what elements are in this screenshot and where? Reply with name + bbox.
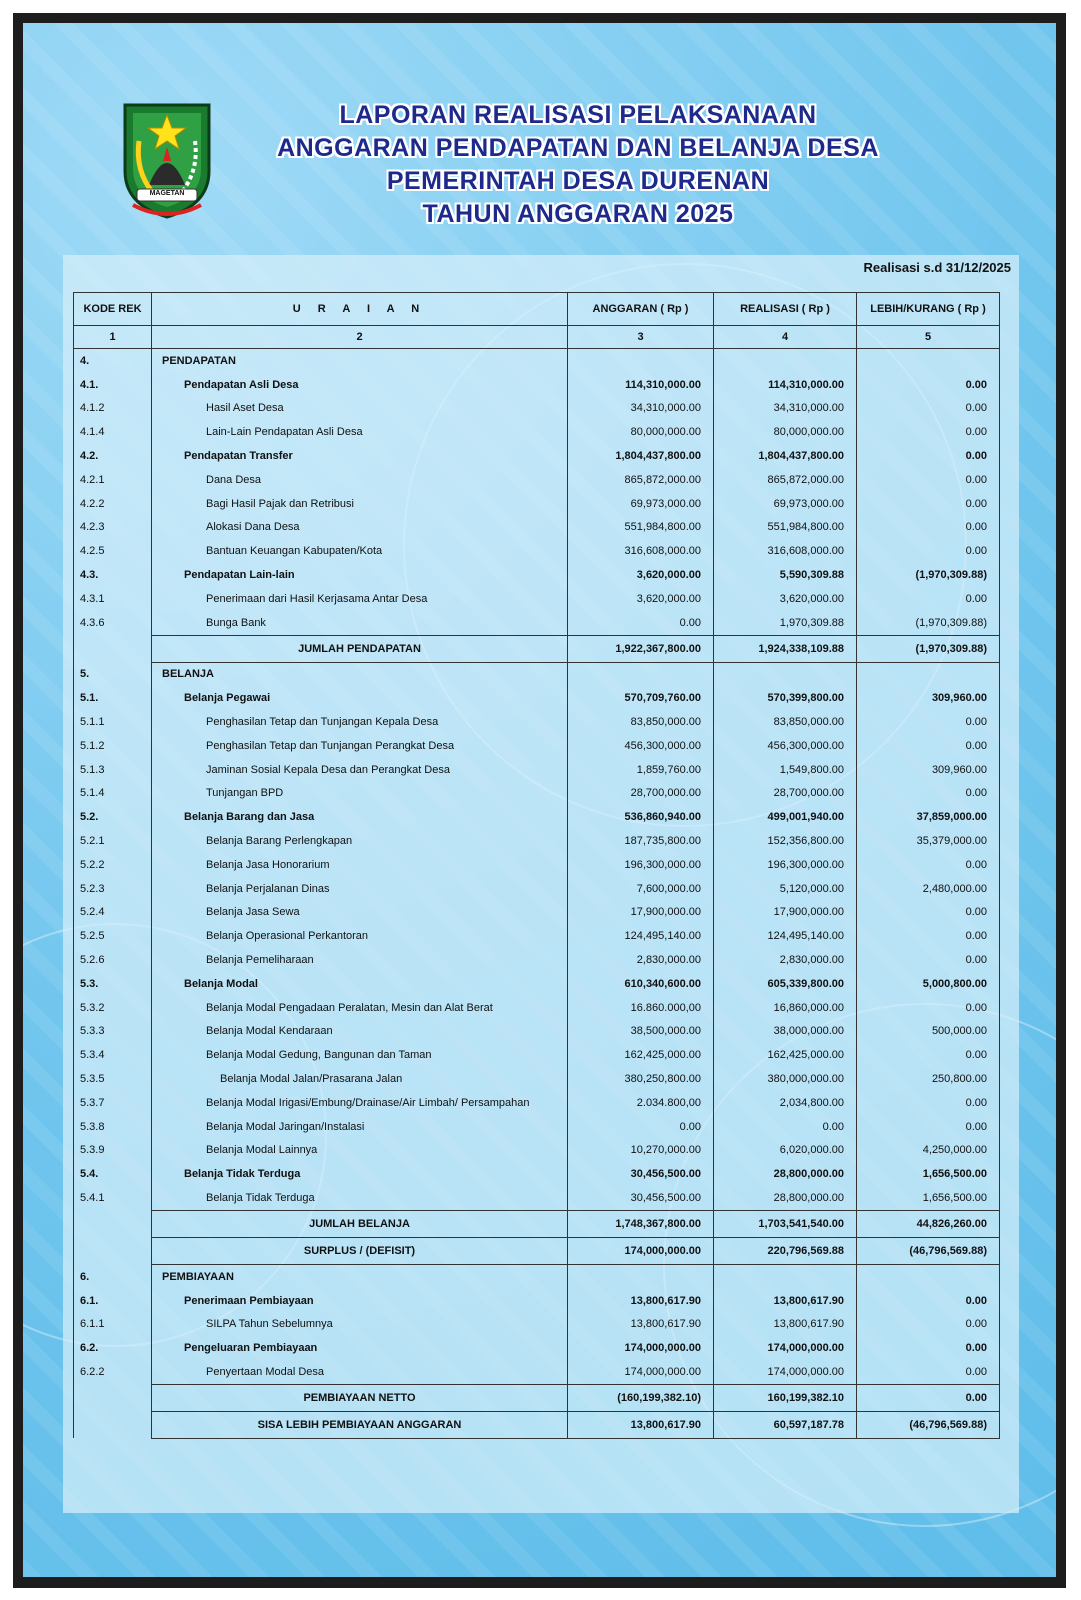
anggaran-cell: 13,800,617.90 — [568, 1289, 714, 1313]
uraian-cell: Belanja Modal Lainnya — [152, 1139, 568, 1163]
lebih-cell — [857, 349, 1000, 373]
realisasi-cell — [714, 1264, 857, 1288]
table-body — [74, 349, 1000, 1439]
lebih-cell: 0.00 — [857, 1091, 1000, 1115]
kode-cell: 5.1.2 — [74, 734, 152, 758]
lebih-cell: 0.00 — [857, 492, 1000, 516]
uraian-cell: Tunjangan BPD — [152, 782, 568, 806]
total-row — [74, 1384, 1000, 1411]
realisasi-cell: 5,590,309.88 — [714, 563, 857, 587]
column-number: 4 — [714, 326, 857, 349]
uraian-cell: Lain-Lain Pendapatan Asli Desa — [152, 420, 568, 444]
table-row — [74, 1360, 1000, 1384]
anggaran-cell: 124,495,140.00 — [568, 924, 714, 948]
uraian-cell: Belanja Modal Irigasi/Embung/Drainase/Air Limbah/ Persampahan — [152, 1091, 568, 1115]
lebih-cell: 4,250,000.00 — [857, 1139, 1000, 1163]
anggaran-cell — [568, 1264, 714, 1288]
uraian-cell: Penyertaan Modal Desa — [152, 1360, 568, 1384]
uraian-cell: Bagi Hasil Pajak dan Retribusi — [152, 492, 568, 516]
kode-cell: 4.1.2 — [74, 397, 152, 421]
lebih-cell: 37,859,000.00 — [857, 805, 1000, 829]
table-row — [74, 349, 1000, 373]
table-row — [74, 444, 1000, 468]
lebih-cell: 0.00 — [857, 1043, 1000, 1067]
kode-cell: 5.1.4 — [74, 782, 152, 806]
anggaran-cell: 456,300,000.00 — [568, 734, 714, 758]
kode-cell: 4. — [74, 349, 152, 373]
lebih-cell: 0.00 — [857, 373, 1000, 397]
table-row — [74, 1139, 1000, 1163]
total-row — [74, 1237, 1000, 1264]
lebih-cell: 0.00 — [857, 948, 1000, 972]
table-row — [74, 710, 1000, 734]
report-title-block — [223, 99, 933, 231]
uraian-cell: Penerimaan dari Hasil Kerjasama Antar Desa — [152, 587, 568, 611]
anggaran-cell: 0.00 — [568, 611, 714, 635]
anggaran-cell: 1,922,367,800.00 — [568, 635, 714, 662]
anggaran-cell: 114,310,000.00 — [568, 373, 714, 397]
lebih-cell: (1,970,309.88) — [857, 611, 1000, 635]
anggaran-cell: 610,340,600.00 — [568, 972, 714, 996]
lebih-cell: (46,796,569.88) — [857, 1237, 1000, 1264]
table-row — [74, 805, 1000, 829]
uraian-cell: Belanja Jasa Honorarium — [152, 853, 568, 877]
uraian-cell: Belanja Perjalanan Dinas — [152, 877, 568, 901]
kode-cell: 5.3. — [74, 972, 152, 996]
uraian-cell: Jaminan Sosial Kepala Desa dan Perangkat Desa — [152, 758, 568, 782]
realisasi-cell: 34,310,000.00 — [714, 397, 857, 421]
realisasi-cell: 152,356,800.00 — [714, 829, 857, 853]
anggaran-cell: 187,735,800.00 — [568, 829, 714, 853]
anggaran-cell: 30,456,500.00 — [568, 1186, 714, 1210]
column-number: 1 — [74, 326, 152, 349]
table-row — [74, 758, 1000, 782]
uraian-cell: Belanja Modal Kendaraan — [152, 1020, 568, 1044]
lebih-cell: 0.00 — [857, 734, 1000, 758]
uraian-cell: Bunga Bank — [152, 611, 568, 635]
uraian-cell: Belanja Jasa Sewa — [152, 901, 568, 925]
realisasi-cell: 174,000,000.00 — [714, 1336, 857, 1360]
kode-cell: 5. — [74, 662, 152, 686]
anggaran-cell: 0.00 — [568, 1115, 714, 1139]
realisasi-cell: 16,860,000.00 — [714, 996, 857, 1020]
table-row — [74, 734, 1000, 758]
realisasi-cell: 1,703,541,540.00 — [714, 1210, 857, 1237]
uraian-cell: Belanja Tidak Terduga — [152, 1186, 568, 1210]
realisasi-cell: 174,000,000.00 — [714, 1360, 857, 1384]
anggaran-cell: 28,700,000.00 — [568, 782, 714, 806]
uraian-cell: Belanja Barang Perlengkapan — [152, 829, 568, 853]
total-row — [74, 1210, 1000, 1237]
uraian-cell: Dana Desa — [152, 468, 568, 492]
lebih-cell: 0.00 — [857, 1115, 1000, 1139]
kode-cell: 5.3.4 — [74, 1043, 152, 1067]
lebih-cell: 1,656,500.00 — [857, 1162, 1000, 1186]
anggaran-cell: 34,310,000.00 — [568, 397, 714, 421]
lebih-cell: 0.00 — [857, 924, 1000, 948]
kode-cell: 5.3.3 — [74, 1020, 152, 1044]
realisasi-cell: 196,300,000.00 — [714, 853, 857, 877]
anggaran-cell: 1,804,437,800.00 — [568, 444, 714, 468]
realisasi-cell: 124,495,140.00 — [714, 924, 857, 948]
realisasi-cell: 220,796,569.88 — [714, 1237, 857, 1264]
uraian-cell: Pendapatan Asli Desa — [152, 373, 568, 397]
kode-cell: 6.1.1 — [74, 1312, 152, 1336]
anggaran-cell: 80,000,000.00 — [568, 420, 714, 444]
uraian-cell: Belanja Modal — [152, 972, 568, 996]
table-row — [74, 563, 1000, 587]
lebih-cell: (46,796,569.88) — [857, 1411, 1000, 1438]
table-row — [74, 516, 1000, 540]
lebih-cell — [857, 1264, 1000, 1288]
kode-cell: 5.2.4 — [74, 901, 152, 925]
uraian-cell: BELANJA — [152, 662, 568, 686]
anggaran-cell: 38,500,000.00 — [568, 1020, 714, 1044]
uraian-cell: Pengeluaran Pembiayaan — [152, 1336, 568, 1360]
table-row — [74, 1264, 1000, 1288]
table-row — [74, 539, 1000, 563]
column-header: REALISASI ( Rp ) — [714, 293, 857, 326]
anggaran-cell: 2.034.800,00 — [568, 1091, 714, 1115]
uraian-cell: Hasil Aset Desa — [152, 397, 568, 421]
anggaran-cell: 1,859,760.00 — [568, 758, 714, 782]
table-row — [74, 1336, 1000, 1360]
realisasi-cell: 13,800,617.90 — [714, 1312, 857, 1336]
realisasi-cell: 1,549,800.00 — [714, 758, 857, 782]
lebih-cell: 0.00 — [857, 1360, 1000, 1384]
uraian-cell: Penghasilan Tetap dan Tunjangan Kepala Desa — [152, 710, 568, 734]
uraian-cell: Penerimaan Pembiayaan — [152, 1289, 568, 1313]
realisasi-cell: 865,872,000.00 — [714, 468, 857, 492]
uraian-cell: Pendapatan Transfer — [152, 444, 568, 468]
anggaran-cell: 17,900,000.00 — [568, 901, 714, 925]
anggaran-cell: 174,000,000.00 — [568, 1360, 714, 1384]
kode-cell: 5.2.3 — [74, 877, 152, 901]
realisasi-cell: 380,000,000.00 — [714, 1067, 857, 1091]
lebih-cell: 309,960.00 — [857, 686, 1000, 710]
table-row — [74, 877, 1000, 901]
lebih-cell: 0.00 — [857, 1312, 1000, 1336]
logo-label: MAGETAN — [149, 190, 185, 197]
column-header: LEBIH/KURANG ( Rp ) — [857, 293, 1000, 326]
uraian-cell: PEMBIAYAAN NETTO — [152, 1384, 568, 1411]
title-line: ANGGARAN PENDAPATAN DAN BELANJA DESA — [277, 134, 879, 162]
lebih-cell: 0.00 — [857, 996, 1000, 1020]
uraian-cell: Belanja Modal Gedung, Bangunan dan Taman — [152, 1043, 568, 1067]
lebih-cell: 44,826,260.00 — [857, 1210, 1000, 1237]
lebih-cell: 0.00 — [857, 587, 1000, 611]
realisasi-cell: 60,597,187.78 — [714, 1411, 857, 1438]
table-row — [74, 611, 1000, 635]
realisasi-cell: 551,984,800.00 — [714, 516, 857, 540]
kode-cell: 5.3.5 — [74, 1067, 152, 1091]
lebih-cell: 0.00 — [857, 539, 1000, 563]
table-row — [74, 662, 1000, 686]
kode-cell: 5.3.9 — [74, 1139, 152, 1163]
realisasi-cell: 3,620,000.00 — [714, 587, 857, 611]
table-row — [74, 1312, 1000, 1336]
table-row — [74, 972, 1000, 996]
realisasi-cell: 499,001,940.00 — [714, 805, 857, 829]
table-row — [74, 829, 1000, 853]
realisasi-cell: 316,608,000.00 — [714, 539, 857, 563]
lebih-cell: 309,960.00 — [857, 758, 1000, 782]
uraian-cell: Belanja Modal Pengadaan Peralatan, Mesin dan Alat Berat — [152, 996, 568, 1020]
lebih-cell: 0.00 — [857, 1289, 1000, 1313]
lebih-cell: 0.00 — [857, 853, 1000, 877]
kode-cell: 5.2.6 — [74, 948, 152, 972]
realisasi-cell: 605,339,800.00 — [714, 972, 857, 996]
anggaran-cell: 551,984,800.00 — [568, 516, 714, 540]
realisasi-cell: 456,300,000.00 — [714, 734, 857, 758]
realisasi-cell: 1,970,309.88 — [714, 611, 857, 635]
kode-cell: 4.2.3 — [74, 516, 152, 540]
uraian-cell: Bantuan Keuangan Kabupaten/Kota — [152, 539, 568, 563]
kode-cell: 5.1.3 — [74, 758, 152, 782]
anggaran-cell: 1,748,367,800.00 — [568, 1210, 714, 1237]
kode-cell: 5.2.1 — [74, 829, 152, 853]
lebih-cell: 1,656,500.00 — [857, 1186, 1000, 1210]
anggaran-cell — [568, 662, 714, 686]
uraian-cell: SILPA Tahun Sebelumnya — [152, 1312, 568, 1336]
lebih-cell: 0.00 — [857, 468, 1000, 492]
table-row — [74, 1020, 1000, 1044]
anggaran-cell: 2,830,000.00 — [568, 948, 714, 972]
kode-cell: 5.2. — [74, 805, 152, 829]
realisasi-cell: 69,973,000.00 — [714, 492, 857, 516]
kode-cell — [74, 1411, 152, 1438]
anggaran-cell: 570,709,760.00 — [568, 686, 714, 710]
kode-cell: 4.2. — [74, 444, 152, 468]
kode-cell: 5.1.1 — [74, 710, 152, 734]
uraian-cell: JUMLAH PENDAPATAN — [152, 635, 568, 662]
title-line: TAHUN ANGGARAN 2025 — [422, 200, 734, 228]
table-row — [74, 1091, 1000, 1115]
realisasi-cell: 160,199,382.10 — [714, 1384, 857, 1411]
table-row — [74, 587, 1000, 611]
kode-cell: 5.3.8 — [74, 1115, 152, 1139]
anggaran-cell: 380,250,800.00 — [568, 1067, 714, 1091]
title-line: PEMERINTAH DESA DURENAN — [386, 167, 770, 195]
table-row — [74, 901, 1000, 925]
lebih-cell: 500,000.00 — [857, 1020, 1000, 1044]
period-label: Realisasi s.d 31/12/2025 — [863, 260, 1011, 275]
uraian-cell: Penghasilan Tetap dan Tunjangan Perangkat Desa — [152, 734, 568, 758]
realisasi-cell: 28,700,000.00 — [714, 782, 857, 806]
kode-cell — [74, 635, 152, 662]
column-header: U R A I A N — [152, 293, 568, 326]
lebih-cell: 0.00 — [857, 444, 1000, 468]
lebih-cell: 0.00 — [857, 397, 1000, 421]
realisasi-cell — [714, 662, 857, 686]
kode-cell: 5.4. — [74, 1162, 152, 1186]
realisasi-cell: 114,310,000.00 — [714, 373, 857, 397]
lebih-cell: 35,379,000.00 — [857, 829, 1000, 853]
lebih-cell: (1,970,309.88) — [857, 563, 1000, 587]
column-number: 3 — [568, 326, 714, 349]
realisasi-cell: 1,924,338,109.88 — [714, 635, 857, 662]
uraian-cell: Belanja Barang dan Jasa — [152, 805, 568, 829]
table-row — [74, 373, 1000, 397]
anggaran-cell: 16.860.000,00 — [568, 996, 714, 1020]
anggaran-cell: 162,425,000.00 — [568, 1043, 714, 1067]
table-row — [74, 468, 1000, 492]
realisasi-cell: 13,800,617.90 — [714, 1289, 857, 1313]
kode-cell: 4.2.2 — [74, 492, 152, 516]
column-number: 2 — [152, 326, 568, 349]
kode-cell: 4.1. — [74, 373, 152, 397]
uraian-cell: Belanja Pemeliharaan — [152, 948, 568, 972]
uraian-cell: Belanja Tidak Terduga — [152, 1162, 568, 1186]
kode-cell: 4.3.6 — [74, 611, 152, 635]
kode-cell: 5.2.2 — [74, 853, 152, 877]
regency-logo — [119, 101, 215, 219]
kode-cell: 6.1. — [74, 1289, 152, 1313]
table-row — [74, 420, 1000, 444]
lebih-cell: 0.00 — [857, 782, 1000, 806]
realisasi-cell: 28,800,000.00 — [714, 1162, 857, 1186]
anggaran-cell — [568, 349, 714, 373]
anggaran-cell: 174,000,000.00 — [568, 1237, 714, 1264]
report-sheet — [63, 255, 1019, 1513]
table-row — [74, 853, 1000, 877]
anggaran-cell: 69,973,000.00 — [568, 492, 714, 516]
lebih-cell: 0.00 — [857, 516, 1000, 540]
kode-cell — [74, 1384, 152, 1411]
table-row — [74, 1162, 1000, 1186]
column-header: KODE REK — [74, 293, 152, 326]
kode-cell: 4.2.1 — [74, 468, 152, 492]
table-row — [74, 1115, 1000, 1139]
column-header: ANGGARAN ( Rp ) — [568, 293, 714, 326]
anggaran-cell: 30,456,500.00 — [568, 1162, 714, 1186]
total-row — [74, 1411, 1000, 1438]
column-number: 5 — [857, 326, 1000, 349]
lebih-cell — [857, 662, 1000, 686]
poster — [23, 23, 1056, 1577]
kode-cell: 4.3. — [74, 563, 152, 587]
kode-cell: 6.2.2 — [74, 1360, 152, 1384]
anggaran-cell: 13,800,617.90 — [568, 1312, 714, 1336]
anggaran-cell: 536,860,940.00 — [568, 805, 714, 829]
kode-cell: 4.1.4 — [74, 420, 152, 444]
kode-cell — [74, 1237, 152, 1264]
table-row — [74, 686, 1000, 710]
table-row — [74, 1186, 1000, 1210]
lebih-cell: 250,800.00 — [857, 1067, 1000, 1091]
lebih-cell: (1,970,309.88) — [857, 635, 1000, 662]
table-row — [74, 397, 1000, 421]
realisasi-cell: 1,804,437,800.00 — [714, 444, 857, 468]
lebih-cell: 0.00 — [857, 420, 1000, 444]
lebih-cell: 2,480,000.00 — [857, 877, 1000, 901]
kode-cell: 6.2. — [74, 1336, 152, 1360]
realisasi-cell: 0.00 — [714, 1115, 857, 1139]
uraian-cell: Pendapatan Lain-lain — [152, 563, 568, 587]
kode-cell: 5.1. — [74, 686, 152, 710]
table-row — [74, 782, 1000, 806]
realisasi-cell: 28,800,000.00 — [714, 1186, 857, 1210]
kode-cell: 5.3.7 — [74, 1091, 152, 1115]
lebih-cell: 0.00 — [857, 1336, 1000, 1360]
anggaran-cell: 174,000,000.00 — [568, 1336, 714, 1360]
anggaran-cell: 13,800,617.90 — [568, 1411, 714, 1438]
anggaran-cell: 865,872,000.00 — [568, 468, 714, 492]
lebih-cell: 5,000,800.00 — [857, 972, 1000, 996]
table-row — [74, 948, 1000, 972]
realisasi-cell: 83,850,000.00 — [714, 710, 857, 734]
anggaran-cell: 83,850,000.00 — [568, 710, 714, 734]
table-row — [74, 996, 1000, 1020]
anggaran-cell: (160,199,382.10) — [568, 1384, 714, 1411]
title-line: LAPORAN REALISASI PELAKSANAAN — [339, 101, 817, 129]
uraian-cell: Belanja Pegawai — [152, 686, 568, 710]
realisasi-cell: 2,034,800.00 — [714, 1091, 857, 1115]
kode-cell: 4.2.5 — [74, 539, 152, 563]
realisasi-cell: 38,000,000.00 — [714, 1020, 857, 1044]
realisasi-cell: 6,020,000.00 — [714, 1139, 857, 1163]
uraian-cell: Belanja Operasional Perkantoran — [152, 924, 568, 948]
realisasi-cell: 80,000,000.00 — [714, 420, 857, 444]
table-row — [74, 1289, 1000, 1313]
uraian-cell: Alokasi Dana Desa — [152, 516, 568, 540]
uraian-cell: PEMBIAYAAN — [152, 1264, 568, 1288]
lebih-cell: 0.00 — [857, 901, 1000, 925]
uraian-cell: SISA LEBIH PEMBIAYAAN ANGGARAN — [152, 1411, 568, 1438]
lebih-cell: 0.00 — [857, 710, 1000, 734]
anggaran-cell: 10,270,000.00 — [568, 1139, 714, 1163]
kode-cell: 5.3.2 — [74, 996, 152, 1020]
uraian-cell: PENDAPATAN — [152, 349, 568, 373]
anggaran-cell: 196,300,000.00 — [568, 853, 714, 877]
anggaran-cell: 3,620,000.00 — [568, 587, 714, 611]
kode-cell: 6. — [74, 1264, 152, 1288]
table-row — [74, 1067, 1000, 1091]
table-row — [74, 924, 1000, 948]
realisasi-cell — [714, 349, 857, 373]
kode-cell: 5.4.1 — [74, 1186, 152, 1210]
anggaran-cell: 316,608,000.00 — [568, 539, 714, 563]
kode-cell: 4.3.1 — [74, 587, 152, 611]
uraian-cell: Belanja Modal Jalan/Prasarana Jalan — [152, 1067, 568, 1091]
uraian-cell: JUMLAH BELANJA — [152, 1210, 568, 1237]
kode-cell — [74, 1210, 152, 1237]
table-row — [74, 1043, 1000, 1067]
realisasi-cell: 5,120,000.00 — [714, 877, 857, 901]
uraian-cell: SURPLUS / (DEFISIT) — [152, 1237, 568, 1264]
kode-cell: 5.2.5 — [74, 924, 152, 948]
uraian-cell: Belanja Modal Jaringan/Instalasi — [152, 1115, 568, 1139]
anggaran-cell: 7,600,000.00 — [568, 877, 714, 901]
realisasi-cell: 570,399,800.00 — [714, 686, 857, 710]
realisasi-cell: 2,830,000.00 — [714, 948, 857, 972]
table-row — [74, 492, 1000, 516]
realisasi-cell: 17,900,000.00 — [714, 901, 857, 925]
budget-table — [73, 292, 1000, 1439]
realisasi-cell: 162,425,000.00 — [714, 1043, 857, 1067]
lebih-cell: 0.00 — [857, 1384, 1000, 1411]
total-row — [74, 635, 1000, 662]
anggaran-cell: 3,620,000.00 — [568, 563, 714, 587]
